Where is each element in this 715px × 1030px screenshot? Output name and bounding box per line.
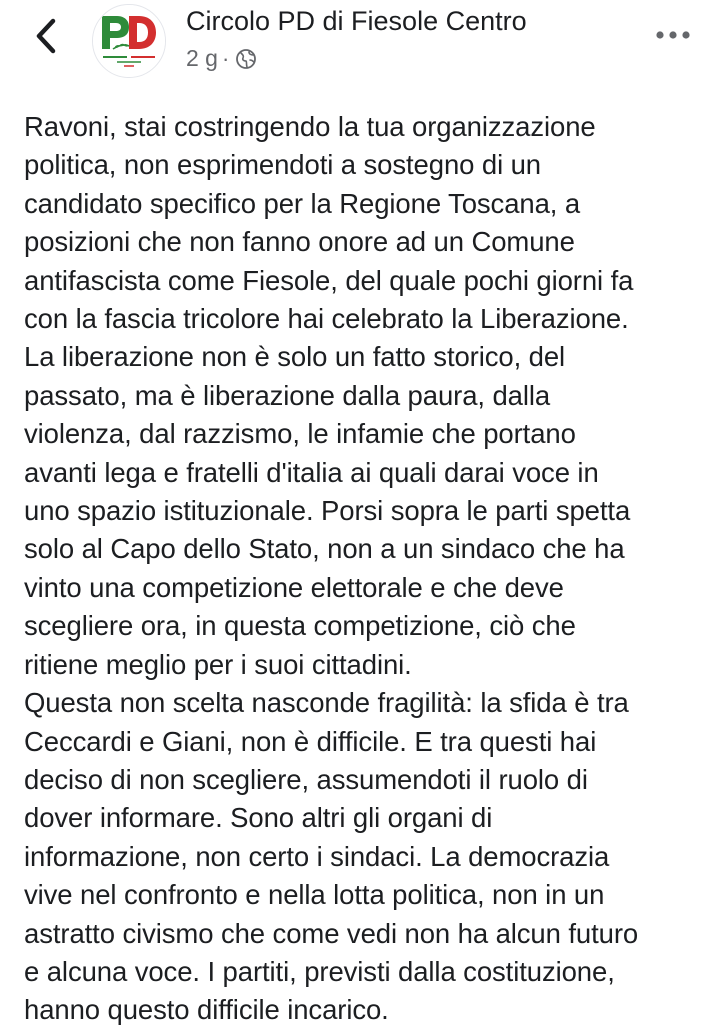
post-text-line: solo al Capo dello Stato, non a un sindaco che ha — [24, 533, 625, 565]
post-text-line: informazione, non certo i sindaci. La democrazia — [24, 840, 610, 872]
pd-logo — [93, 5, 165, 77]
post-header — [0, 0, 715, 90]
post-text-line: ritiene meglio per i suoi cittadini. — [24, 648, 412, 680]
meta-separator: · — [221, 45, 230, 71]
post-text-line: Ravoni, stai costringendo la tua organizzazione — [24, 111, 596, 142]
post-text-line: violenza, dal razzismo, le infamie che portano — [24, 418, 576, 450]
globe-icon[interactable] — [235, 48, 257, 70]
post-text-line: e alcuna voce. I partiti, previsti dalla costituzione, — [24, 955, 615, 987]
post-text-line: scegliere ora, in questa competizione, ciò che — [24, 610, 576, 642]
post-text-line: La liberazione non è solo un fatto storico, del — [24, 341, 566, 373]
post-text — [24, 108, 704, 1030]
post-text-line: vive nel confronto e nella lotta politica, non in un — [24, 879, 605, 911]
back-button[interactable] — [26, 14, 66, 58]
post-text-line: avanti lega e fratelli d'italia ai quali darai voce in — [24, 456, 599, 488]
post-text-line: Ceccardi e Giani, non è difficile. E tra questi hai — [24, 725, 597, 757]
post-text-line: hanno questo difficile incarico. — [24, 994, 389, 1026]
post-text-line: con la fascia tricolore hai celebrato la Liberazione. — [24, 303, 629, 335]
more-horizontal-icon — [655, 30, 691, 40]
post-text-line: Questa non scelta nasconde fragilità: la sfida è tra — [24, 687, 629, 719]
post-text-line: posizioni che non fanno onore ad un Comune — [24, 226, 575, 258]
post-text-line: astratto civismo che come vedi non ha alcun futuro — [24, 917, 639, 949]
post-text-line: deciso di non scegliere, assumendoti il ruolo di — [24, 763, 588, 795]
page-name[interactable]: Circolo PD di Fiesole Centro — [186, 6, 527, 36]
post-time[interactable]: 2 g — [186, 45, 218, 71]
post-text-line: vinto una competizione elettorale e che deve — [24, 571, 564, 603]
post-meta — [186, 45, 257, 72]
page-avatar[interactable] — [92, 4, 166, 78]
post-text-line: candidato specifico per la Regione Toscana, a — [24, 187, 581, 219]
post-text-line: politica, non esprimendoti a sostegno di un — [24, 149, 542, 181]
post-text-line: antifascista come Fiesole, del quale pochi giorni fa — [24, 264, 634, 296]
post-text-line: passato, ma è liberazione dalla paura, dalla — [24, 379, 551, 411]
post-text-line: uno spazio istituzionale. Porsi sopra le parti spetta — [24, 495, 631, 527]
post-text-line: dover informare. Sono altri gli organi di — [24, 802, 493, 834]
chevron-left-icon — [35, 18, 57, 54]
more-options-button[interactable] — [648, 20, 698, 50]
